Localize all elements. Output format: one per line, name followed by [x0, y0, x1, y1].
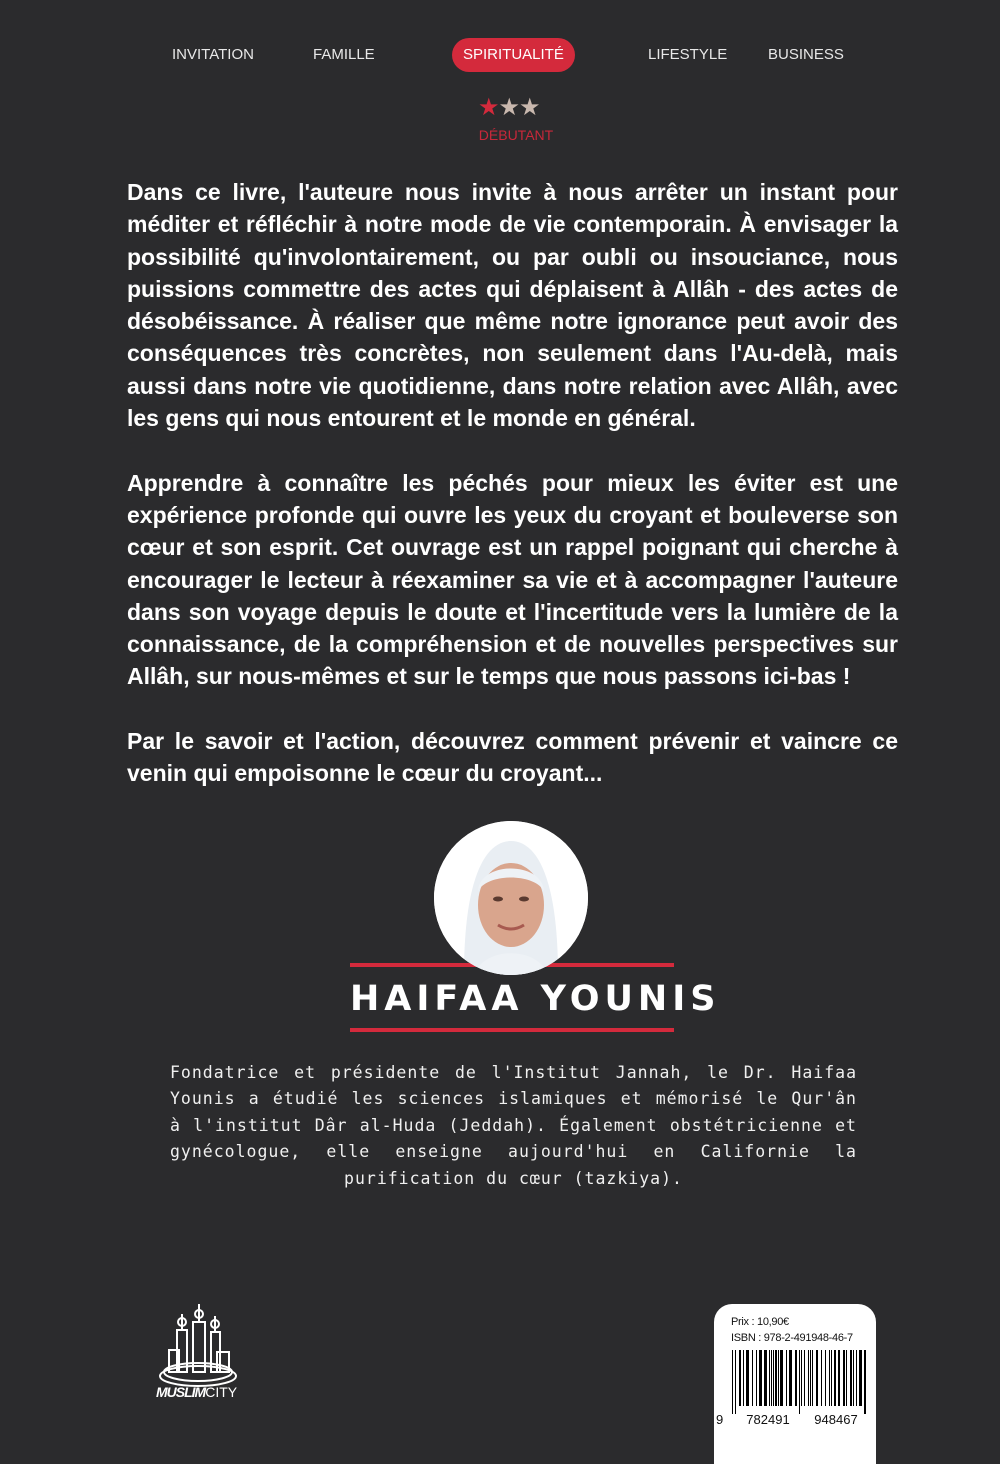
barcode-bar: [831, 1350, 832, 1406]
barcode-bar: [759, 1350, 762, 1406]
barcode-bar: [771, 1350, 772, 1406]
barcode-bar: [769, 1350, 770, 1406]
barcode-bar: [834, 1350, 836, 1406]
description-paragraph: Par le savoir et l'action, découvrez comment prévenir et vaincre ce venin qui empoisonne le cœur du croyant...: [127, 728, 898, 787]
barcode-bar: [775, 1350, 777, 1406]
barcode-bar: [843, 1350, 845, 1406]
barcode-bar: [810, 1350, 811, 1406]
star-empty-icon: ★: [519, 93, 540, 121]
nav-item-spiritualite[interactable]: SPIRITUALITÉ: [452, 38, 575, 72]
nav-item-famille[interactable]: FAMILLE: [313, 46, 375, 63]
barcode-bar: [743, 1350, 744, 1406]
barcode-bar: [829, 1350, 830, 1406]
author-photo: [434, 821, 588, 975]
divider-bottom: [350, 1028, 674, 1032]
barcode-bar: [808, 1350, 809, 1406]
barcode-bar: [739, 1350, 741, 1406]
barcode-bar: [853, 1350, 854, 1406]
barcode-bar: [825, 1350, 826, 1406]
level-label: DÉBUTANT: [478, 127, 554, 143]
description-paragraph: Apprendre à connaître les péchés pour mieux les éviter est une expérience profonde qui ouvre les yeux du croyant et bouleverse son cœur et son esprit. Cet ouvrage est un rappel poignant qui cherche à encourager le lecteur à réexaminer sa vie et à accompagner l'auteure dans son voyage depuis le doute et l'incertitude vers la lumière de la connaissance, de la compréhension et de nouvelles perspectives sur Allâh, sur nous-mêmes et sur le temps que nous passons ici-bas !: [127, 469, 898, 690]
barcode-bar: [732, 1350, 733, 1414]
barcode-bar: [756, 1350, 757, 1406]
level-rating: [478, 94, 540, 120]
barcode-bar: [735, 1350, 736, 1414]
barcode-bar: [764, 1350, 767, 1406]
barcode-digits: [716, 1412, 874, 1427]
barcode-digit-group: 948467: [814, 1412, 858, 1427]
nav-item-lifestyle[interactable]: LIFESTYLE: [648, 46, 728, 63]
category-nav: [0, 38, 1000, 72]
publisher-name: MUSLIMCITY: [156, 1384, 238, 1400]
nav-item-invitation[interactable]: INVITATION: [172, 46, 254, 63]
barcode-bar: [816, 1350, 818, 1406]
barcode-bar: [773, 1350, 774, 1406]
barcode-bar: [786, 1350, 787, 1406]
barcode-bar: [846, 1350, 847, 1406]
barcode-bar: [812, 1350, 813, 1406]
barcode-bar: [856, 1350, 857, 1406]
barcode-digit-group: 9: [716, 1412, 724, 1427]
barcode-bar: [799, 1350, 800, 1414]
barcode-bar: [795, 1350, 797, 1406]
barcode-bar: [746, 1350, 749, 1406]
barcode-icon: [732, 1350, 866, 1414]
barcode-bar: [804, 1350, 805, 1406]
star-empty-icon: ★: [498, 93, 520, 121]
author-bio: Fondatrice et présidente de l'Institut Jannah, le Dr. Haifaa Younis a étudié les sciences islamiques et mémorisé le Qur'ân à l'institut Dâr al-Huda (Jeddah). Également obstétricienne et gynécologue, elle enseigne aujourd'hui en Californie la purification du cœur (tazkiya).: [170, 1062, 857, 1188]
barcode-bar: [752, 1350, 753, 1406]
isbn: ISBN : 978-2-491948-46-7: [731, 1332, 853, 1344]
barcode-bar: [821, 1350, 822, 1406]
barcode-bar: [780, 1350, 783, 1406]
barcode-bar: [838, 1350, 840, 1406]
barcode-label: [714, 1304, 876, 1464]
barcode-bar: [789, 1350, 792, 1406]
barcode-bar: [801, 1350, 802, 1406]
star-filled-icon: ★: [478, 93, 499, 121]
main-column: [127, 176, 898, 1192]
barcode-bar: [859, 1350, 862, 1406]
author-name: HAIFAA YOUNIS: [350, 978, 721, 1019]
book-description: [127, 176, 898, 790]
description-paragraph: Dans ce livre, l'auteure nous invite à nous arrêter un instant pour méditer et réfléchir à notre mode de vie contemporain. À envisager la possibilité qu'involontairement, ou par oubli ou insouciance, nous puissions commettre des actes qui déplaisent à Allâh - des actes de désobéissance. À réaliser que même notre ignorance peut avoir des conséquences très concrètes, non seulement dans l'Au-delà, mais aussi dans notre vie quotidienne, dans notre relation avec Allâh, avec les gens qui nous entourent et le monde en général.: [127, 179, 898, 432]
barcode-digit-group: 782491: [746, 1412, 790, 1427]
nav-item-business[interactable]: BUSINESS: [768, 46, 844, 63]
barcode-bar: [850, 1350, 852, 1406]
barcode-bar: [778, 1350, 779, 1406]
price: Prix : 10,90€: [731, 1316, 789, 1328]
barcode-bar: [864, 1350, 866, 1414]
